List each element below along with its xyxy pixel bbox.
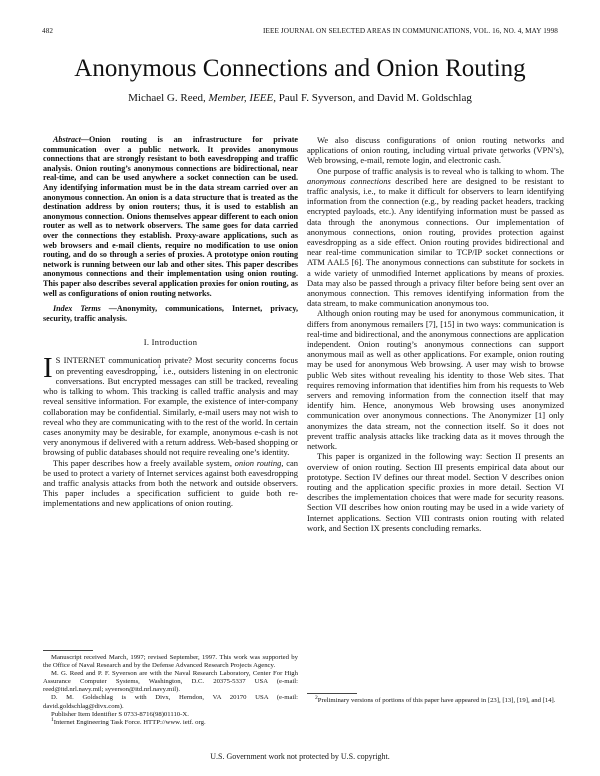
- paper-title: Anonymous Connections and Onion Routing: [74, 55, 526, 82]
- footnote-1-text: Internet Engineering Task Force. HTTP://www. ietf. org.: [53, 718, 206, 726]
- abstract-label: Abstract—: [53, 135, 89, 144]
- right-p1-text: We also discuss configurations of onion routing networks and applications of onion routing, including virtual private networks (VPN’s), Web browsing, e-mail, remote login, and electronic cash.: [307, 135, 564, 166]
- drop-cap: I: [43, 352, 53, 385]
- footnote-2-mark: 2: [315, 695, 318, 701]
- abstract: [43, 135, 298, 298]
- index-terms: [43, 304, 298, 323]
- intro-p1-text-b: i.e., outsiders listening in on electronic conversations. But encrypted messages can still be tracked, revealing who is talking to whom. This tracking is called traffic analysis and may reveal sensitive information. For example, the existence of inter-company collaboration may be confidential. Similarly, e-mail users may not wish to reveal who they are communicating with to the rest of the world. In certain cases anonymity may be desirable, for example, anonymous e-cash is not very anonymous if delivered with a return address. Web-based shopping or browsing of public databases should not require revealing one’s identity.: [43, 365, 298, 458]
- right-p2-text-b: described here are designed to be resistant to traffic analysis, i.e., to make it difficult for observers to learn identifying information from the connection (e.g., by reading packet headers, tracking encrypted payloads, etc.). Any identifying information must be passed as data through the anonymous connections. Our implementation of anonymous connections, onion routing, provides protection against eavesdropping as a side effect. Onion routing provides bidirectional and near real-time communication similar to TCP/IP socket connections or ATM AAL5 [6]. The anonymous connections can substitute for sockets in a wide variety of unmodified Internet applications by means of proxies. Data may also be passed through a privacy filter before being sent over an anonymous connection. This removes identifying information from the data stream, to make communication anonymous too.: [307, 175, 565, 309]
- right-paragraph-2: [307, 166, 564, 309]
- running-head: [42, 27, 558, 39]
- author-line: [0, 92, 600, 104]
- footnote-reed-syverson: M. G. Reed and P. F. Syverson are with the Naval Research Laboratory, Center For High Assurance Computer Systems, Washington, D.C. 20375-5337 USA (e-mail: reed@itd.nrl.navy.mil; syverson@itd.nrl.navy.mil).: [43, 670, 298, 694]
- footnote-rule-right: [307, 693, 357, 694]
- right-paragraph-4: This paper is organized in the following way: Section II presents an overview of onion routing. Section III presents empirical data about our prototype. Section IV defines our threat model. Section V describes onion routing and the application specific proxies in more detail. Section VI describes the implementation choices that were made for security reasons. Section VII describes how onion routing may be used in a wide variety of Internet applications. Section VIII contrasts onion routing with related work, and Section IX presents concluding remarks.: [307, 451, 564, 533]
- intro-p2-text-a: This paper describes how a freely available system,: [53, 457, 235, 468]
- index-terms-text: Anonymity, communications, Internet, privacy, security, traffic analysis.: [43, 304, 298, 323]
- footnote-ref-2: 2: [501, 153, 504, 160]
- intro-paragraph-1: [43, 352, 298, 458]
- intro-p1-text-a: S INTERNET communication private? Most security concerns focus on preventing eavesdropping,: [55, 355, 298, 376]
- footnote-goldschlag: D. M. Goldschlag is with Divx, Herndon, VA 20170 USA (e-mail: david.goldschlag@divx.com).: [43, 694, 298, 710]
- right-column: [307, 135, 564, 533]
- footnotes-left: [43, 654, 298, 727]
- copyright-notice: U.S. Government work not protected by U.S. copyright.: [210, 752, 390, 761]
- right-paragraph-1: [307, 135, 564, 166]
- author-others: Paul F. Syverson, and David M. Goldschlag: [278, 92, 472, 104]
- footnote-manuscript: Manuscript received March, 1997; revised September, 1997. This work was supported by the Office of Naval Research and by the Defense Advanced Research Projects Agency.: [43, 654, 298, 670]
- footnote-publisher-id: Publisher Item Identifier S 0733-8716(98)01110-X.: [51, 710, 189, 718]
- author-reed: Michael G. Reed,: [128, 92, 206, 104]
- footnotes-right: [307, 697, 564, 705]
- intro-p2-text-b: , can be used to protect a variety of Internet services against both eavesdropping and traffic analysis attacks from both the network and outside observers. This paper includes a specification sufficient to guide both re-implementations and new applications of onion routing.: [43, 457, 299, 509]
- journal-citation: IEEE JOURNAL ON SELECTED AREAS IN COMMUNICATIONS, VOL. 16, NO. 4, MAY 1998: [263, 27, 558, 35]
- right-paragraph-3: Although onion routing may be used for anonymous communication, it differs from anonymous remailers [7], [15] in two ways: communication is real-time and bidirectional, and the anonymous connections are application independent. Onion routing’s anonymous connections can support anonymous mail as well as other applications. For example, onion routing may be used for anonymous Web browsing. A user may wish to browse public Web sites without revealing his identity to those Web sites. That requires removing information that identifies him from his requests to Web servers and removing information from the connection itself that may identify him. Hence, anonymous Web browsing uses anonymized communication over anonymous connections. The Anonymizer [1] only anonymizes the data stream, not the connection itself. So it does not prevent traffic analysis attacks like tracking data as it moves through the network.: [307, 308, 564, 452]
- intro-p2-emphasis: onion routing: [234, 457, 282, 468]
- section-heading-introduction: I. Introduction: [143, 337, 198, 348]
- left-column: [43, 135, 298, 509]
- footnote-1: [43, 716, 298, 727]
- right-p2-text-a: One purpose of traffic analysis is to reveal who is talking to whom. The: [317, 165, 564, 176]
- page-number: 482: [42, 27, 54, 35]
- footnote-2-text: Preliminary versions of portions of this paper have appeared in [23], [13], [19], and [14].: [317, 697, 556, 704]
- abstract-text: Onion routing is an infrastructure for private communication over a public network. It provides anonymous connections that are strongly resistant to both eavesdropping and traffic analysis. Onion routing’s anonymous connections are bidirectional, near real-time, and can be used anywhere a socket connection can be used. Any identifying information must be in the data stream carried over an anonymous connection. An onion is a data structure that is treated as the destination address by onion routers; thus, it is used to establish an anonymous connection. Onions themselves appear different to each onion router as well as to network observers. The same goes for data carried over the connections they establish. Proxy-aware applications, such as web browsers and e-mail clients, require no modification to use onion routing, and do so through a series of proxies. A prototype onion routing network is running between our lab and other sites. This paper describes anonymous connections and their implementation using onion routing. This paper also describes several application proxies for onion routing, as well as configurations of onion routing networks.: [43, 135, 298, 298]
- author-reed-role: Member, IEEE,: [208, 92, 276, 104]
- footnote-2: [307, 697, 564, 705]
- footnote-rule-left: [43, 650, 93, 651]
- footnote-1-mark: 1: [51, 716, 54, 723]
- intro-paragraph-2: [43, 458, 298, 509]
- footnote-ref-1: 1: [157, 363, 161, 370]
- right-p2-emphasis: anonymous connections: [307, 175, 391, 186]
- index-terms-label: Index Terms —: [53, 304, 117, 314]
